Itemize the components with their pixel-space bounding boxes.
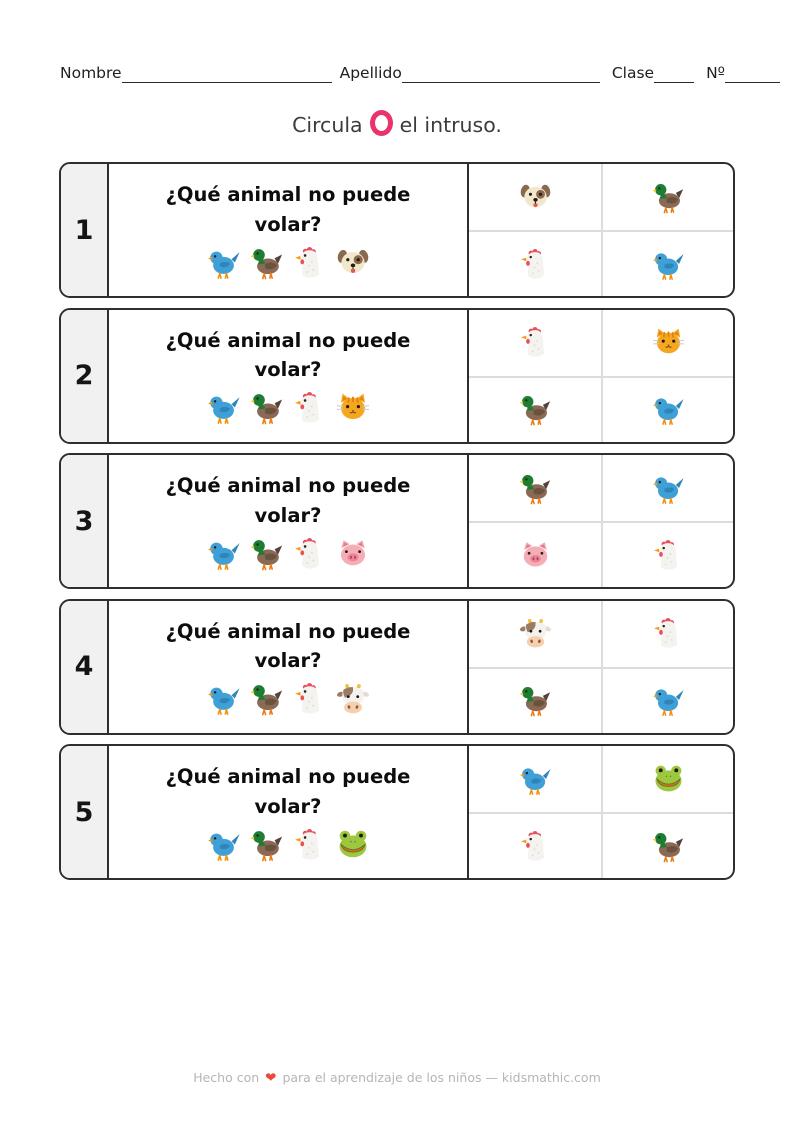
answer-grid bbox=[469, 746, 733, 878]
bird-icon bbox=[652, 684, 685, 717]
cow-icon bbox=[519, 617, 552, 650]
chicken-icon bbox=[293, 391, 327, 425]
bird-icon bbox=[207, 682, 241, 716]
heart-icon: ❤ bbox=[265, 1070, 277, 1086]
exercise-row bbox=[59, 308, 735, 444]
circle-icon bbox=[370, 110, 393, 136]
bird-icon bbox=[207, 246, 241, 280]
bird-icon bbox=[652, 472, 685, 505]
answer-cell[interactable] bbox=[601, 521, 733, 587]
duck-icon bbox=[250, 682, 284, 716]
cat-icon bbox=[652, 326, 685, 359]
question-icons bbox=[207, 246, 370, 280]
pig-icon bbox=[519, 539, 552, 572]
answer-cell[interactable] bbox=[601, 667, 733, 733]
exercise-row bbox=[59, 744, 735, 880]
question-icons bbox=[207, 391, 370, 425]
question-text bbox=[166, 762, 411, 821]
chicken-icon bbox=[519, 326, 552, 359]
question-icons bbox=[207, 682, 370, 716]
apellido-label: Apellido bbox=[339, 64, 402, 82]
question-cell bbox=[109, 746, 469, 878]
nombre-blank-line[interactable] bbox=[122, 66, 332, 83]
answer-cell[interactable] bbox=[601, 310, 733, 376]
answer-cell[interactable] bbox=[469, 230, 601, 296]
pig-icon bbox=[336, 537, 370, 571]
duck-icon bbox=[652, 830, 685, 863]
question-line-2: volar? bbox=[254, 503, 322, 527]
question-line-1: ¿Qué animal no puede bbox=[165, 765, 411, 789]
duck-icon bbox=[250, 828, 284, 862]
bird-icon bbox=[207, 828, 241, 862]
question-icons bbox=[207, 537, 370, 571]
answer-cell[interactable] bbox=[469, 667, 601, 733]
question-text bbox=[166, 471, 411, 530]
duck-icon bbox=[519, 684, 552, 717]
question-line-2: volar? bbox=[254, 358, 322, 381]
apellido-blank-line[interactable] bbox=[402, 66, 600, 83]
answer-cell[interactable] bbox=[601, 376, 733, 442]
question-line-2: volar? bbox=[254, 794, 322, 818]
chicken-icon bbox=[519, 248, 552, 281]
answer-cell[interactable] bbox=[601, 746, 733, 812]
answer-cell[interactable] bbox=[601, 601, 733, 667]
bird-icon bbox=[207, 537, 241, 571]
answer-cell[interactable] bbox=[601, 230, 733, 296]
dog-icon bbox=[519, 181, 552, 214]
answer-cell[interactable] bbox=[469, 812, 601, 878]
question-line-1: ¿Qué animal no puede bbox=[165, 183, 411, 207]
question-line-1: ¿Qué animal no puede bbox=[165, 328, 411, 352]
chicken-icon bbox=[293, 246, 327, 280]
question-line-2: volar? bbox=[254, 212, 322, 236]
bird-icon bbox=[652, 393, 685, 426]
frog-icon bbox=[652, 763, 685, 796]
question-cell bbox=[109, 310, 469, 442]
answer-cell[interactable] bbox=[601, 812, 733, 878]
chicken-icon bbox=[293, 828, 327, 862]
footer-credit bbox=[0, 1070, 794, 1086]
credit-text-post: para el aprendizaje de los niños — kidsmathic.com bbox=[282, 1070, 601, 1085]
row-number: 1 bbox=[61, 164, 109, 296]
question-text bbox=[166, 326, 411, 385]
chicken-icon bbox=[293, 682, 327, 716]
nombre-label: Nombre bbox=[60, 64, 122, 82]
duck-icon bbox=[652, 181, 685, 214]
credit-text-pre: Hecho con bbox=[193, 1070, 260, 1085]
answer-cell[interactable] bbox=[601, 164, 733, 230]
numero-label: Nº bbox=[706, 64, 725, 82]
dog-icon bbox=[336, 246, 370, 280]
answer-grid bbox=[469, 601, 733, 733]
question-line-2: volar? bbox=[254, 649, 322, 672]
instruction-post: el intruso. bbox=[399, 113, 502, 137]
answer-cell[interactable] bbox=[469, 376, 601, 442]
answer-cell[interactable] bbox=[601, 455, 733, 521]
duck-icon bbox=[519, 393, 552, 426]
answer-grid bbox=[469, 455, 733, 587]
row-number: 3 bbox=[61, 455, 109, 587]
chicken-icon bbox=[652, 539, 685, 572]
instruction-pre: Circula bbox=[292, 113, 363, 137]
exercise-row bbox=[59, 453, 735, 589]
answer-grid bbox=[469, 164, 733, 296]
duck-icon bbox=[519, 472, 552, 505]
instruction-title bbox=[0, 110, 794, 137]
question-cell bbox=[109, 455, 469, 587]
answer-grid bbox=[469, 310, 733, 442]
row-number: 4 bbox=[61, 601, 109, 733]
bird-icon bbox=[207, 391, 241, 425]
header-fields bbox=[60, 64, 780, 83]
question-line-1: ¿Qué animal no puede bbox=[165, 619, 411, 643]
duck-icon bbox=[250, 246, 284, 280]
question-cell bbox=[109, 601, 469, 733]
answer-cell[interactable] bbox=[469, 521, 601, 587]
row-number: 5 bbox=[61, 746, 109, 878]
answer-cell[interactable] bbox=[469, 601, 601, 667]
chicken-icon bbox=[652, 617, 685, 650]
exercise-row bbox=[59, 599, 735, 735]
chicken-icon bbox=[519, 830, 552, 863]
question-text bbox=[166, 180, 411, 239]
frog-icon bbox=[336, 828, 370, 862]
cow-icon bbox=[336, 682, 370, 716]
clase-label: Clase bbox=[611, 64, 655, 82]
chicken-icon bbox=[293, 537, 327, 571]
clase-blank-line[interactable] bbox=[654, 66, 694, 83]
question-text bbox=[166, 617, 411, 676]
question-line-1: ¿Qué animal no puede bbox=[165, 474, 411, 498]
answer-cell[interactable] bbox=[469, 455, 601, 521]
cat-icon bbox=[336, 391, 370, 425]
question-icons bbox=[207, 828, 370, 862]
numero-blank-line[interactable] bbox=[725, 66, 780, 83]
answer-cell[interactable] bbox=[469, 746, 601, 812]
duck-icon bbox=[250, 391, 284, 425]
duck-icon bbox=[250, 537, 284, 571]
answer-cell[interactable] bbox=[469, 310, 601, 376]
exercise-list bbox=[59, 162, 735, 880]
row-number: 2 bbox=[61, 310, 109, 442]
bird-icon bbox=[652, 248, 685, 281]
bird-icon bbox=[519, 763, 552, 796]
exercise-row bbox=[59, 162, 735, 298]
question-cell bbox=[109, 164, 469, 296]
answer-cell[interactable] bbox=[469, 164, 601, 230]
